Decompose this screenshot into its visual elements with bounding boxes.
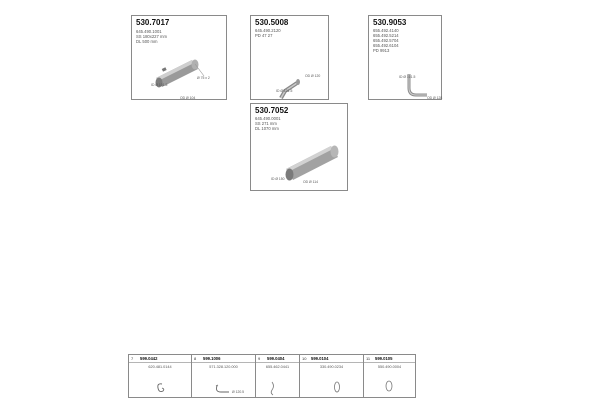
- dim-label: Ø 75 x 2: [197, 76, 210, 80]
- accessory-sub-number: 550.490.0004: [377, 365, 402, 369]
- dim-label: OD Ø 114: [303, 180, 319, 184]
- part-line: 655.492.5704: [373, 38, 399, 43]
- accessory-part-number: 599.0442: [140, 356, 158, 361]
- part-code: 530.5008: [255, 18, 289, 27]
- accessory-part-number: 599.0404: [267, 356, 285, 361]
- part-card-530-5008[interactable]: [250, 15, 329, 100]
- accessory-number: 10: [302, 356, 307, 361]
- part-line: DL 1070 mm: [255, 126, 279, 131]
- accessory-number: 11: [366, 356, 371, 361]
- dim-label: ID Ø 101.5: [399, 75, 416, 79]
- part-card-530-9053[interactable]: [368, 15, 442, 100]
- dim-label: OD Ø 104: [180, 96, 196, 100]
- accessory-cell[interactable]: [256, 355, 300, 397]
- part-line: PD 47 27: [255, 33, 273, 38]
- accessory-cell[interactable]: [364, 355, 415, 397]
- accessory-sub-number: 655.462.0441: [265, 365, 290, 369]
- dim-label: Ø 120.5: [232, 390, 245, 394]
- accessory-cell[interactable]: [300, 355, 364, 397]
- clamp-icon: [192, 355, 256, 397]
- accessory-cell[interactable]: [192, 355, 256, 397]
- accessories-strip: [128, 354, 416, 398]
- dim-label: ID Ø 101.5: [276, 89, 293, 93]
- accessory-number: 9: [258, 356, 261, 361]
- part-line: SS 180x227 mm: [136, 34, 167, 39]
- part-code: 530.7052: [255, 106, 289, 115]
- accessory-sub-number: 571.328.120.000: [209, 365, 238, 369]
- bend-pipe-drawing: [369, 16, 443, 101]
- muffler-drawing: [132, 16, 228, 101]
- part-line: 655.492.5214: [373, 33, 399, 38]
- muffler-drawing: [251, 104, 349, 192]
- accessory-part-number: 599.1006: [203, 356, 221, 361]
- part-line: 655.492.6104: [373, 43, 399, 48]
- dim-label: OD Ø 128: [427, 96, 443, 100]
- part-line: DL 500 mm: [136, 39, 158, 44]
- hanger-icon: [256, 355, 300, 397]
- part-card-530-7052[interactable]: [250, 103, 348, 191]
- accessory-number: 8: [194, 356, 197, 361]
- part-line: SS 271 mm: [255, 121, 277, 126]
- part-line: 645.490.1001: [136, 29, 162, 34]
- accessory-part-number: 599.0104: [311, 356, 329, 361]
- part-line: 645.490.2120: [255, 28, 281, 33]
- ring-icon: [364, 355, 415, 397]
- part-code: 530.7017: [136, 18, 170, 27]
- accessory-part-number: 599.0105: [375, 356, 393, 361]
- part-line: 645.490.0001: [255, 116, 281, 121]
- part-line: PD 9913: [373, 48, 390, 53]
- dim-label: ID Ø 101.5: [151, 83, 168, 87]
- accessory-sub-number: 330.490.0234: [319, 365, 344, 369]
- accessory-sub-number: 620.481.0144: [148, 365, 172, 369]
- dim-label: ID Ø 150: [271, 177, 285, 181]
- s-hook-icon: [129, 355, 192, 397]
- accessory-cell[interactable]: [129, 355, 192, 397]
- accessory-number: 7: [131, 356, 134, 361]
- gasket-icon: [300, 355, 364, 397]
- dim-label: OD Ø 120: [305, 74, 321, 78]
- part-card-530-7017[interactable]: [131, 15, 227, 100]
- part-code: 530.9053: [373, 18, 407, 27]
- part-line: 655.492.4140: [373, 28, 399, 33]
